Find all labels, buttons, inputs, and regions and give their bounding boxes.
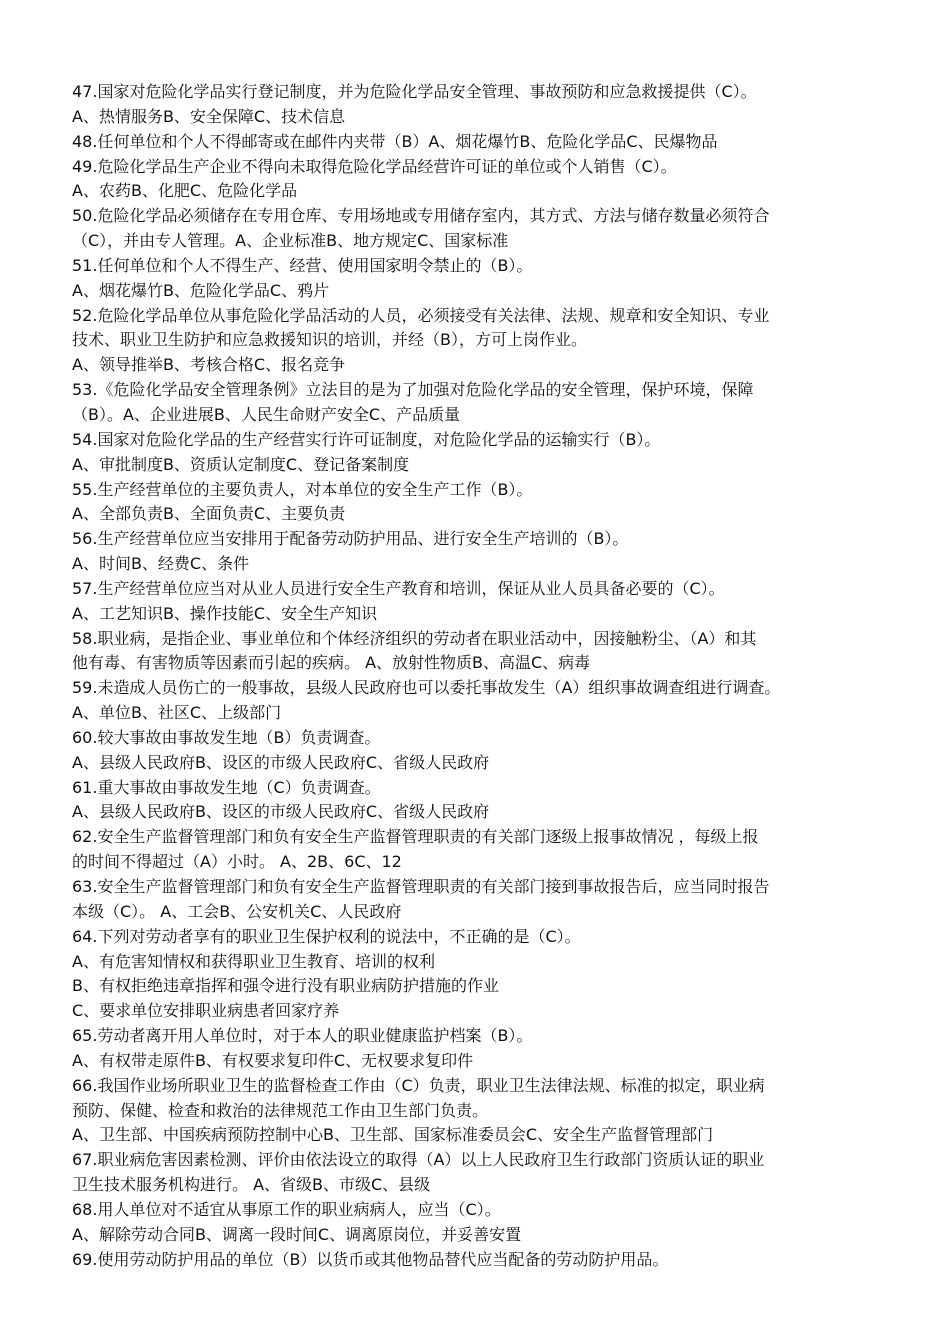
text-line: A、单位B、社区C、上级部门 <box>72 703 282 723</box>
text-line: 62.安全生产监督管理部门和负有安全生产监督管理职责的有关部门逐级上报事故情况 ，每级上报 <box>72 827 759 847</box>
document-body <box>72 80 912 1273</box>
text-line: 63.安全生产监督管理部门和负有安全生产监督管理职责的有关部门接到事故报告后，应当同时报告 <box>72 877 770 896</box>
text-line: A、时间B、经费C、条件 <box>72 554 250 574</box>
text-line: B、有权拒绝违章指挥和强令进行没有职业病防护措施的作业 <box>72 976 499 996</box>
text-line: A、领导推举B、考核合格C、报名竞争 <box>72 355 346 375</box>
text-line: 54.国家对危险化学品的生产经营实行许可证制度，对危险化学品的运输实行（B）。 <box>72 429 661 449</box>
text-line: A、有权带走原件B、有权要求复印件C、无权要求复印件 <box>72 1050 474 1070</box>
text-line: 技术、职业卫生防护和应急救援知识的培训，并经（B），方可上岗作业。 <box>72 330 587 350</box>
text-line: 他有毒、有害物质等因素而引起的疾病。 A、放射性物质B、高温C、病毒 <box>72 653 591 673</box>
text-line: 59.未造成人员伤亡的一般事故，县级人民政府也可以委托事故发生（A）组织事故调查组进行调查。 <box>72 678 781 698</box>
text-line: 60.较大事故由事故发生地（B）负责调查。 <box>72 727 381 747</box>
text-line: （B）。A、企业进展B、人民生命财产安全C、产品质量 <box>72 404 461 424</box>
text-line: 52.危险化学品单位从事危险化学品活动的人员，必须接受有关法律、法规、规章和安全知识、专业 <box>72 305 770 325</box>
text-line: 48.任何单位和个人不得邮寄或在邮件内夹带（B）A、烟花爆竹B、危险化学品C、民爆物品 <box>72 131 718 151</box>
text-line: 55.生产经营单位的主要负责人，对本单位的安全生产工作（B）。 <box>72 479 533 499</box>
text-line: 的时间不得超过（A）小时。 A、2B、6C、12 <box>72 852 402 872</box>
text-line: A、审批制度B、资质认定制度C、登记备案制度 <box>72 454 410 474</box>
text-line: 64.下列对劳动者享有的职业卫生保护权利的说法中，不正确的是（C）。 <box>72 926 581 946</box>
text-line: A、热情服务B、安全保障C、技术信息 <box>72 106 346 126</box>
text-line: A、工艺知识B、操作技能C、安全生产知识 <box>72 603 378 623</box>
text-line: （C），并由专人管理。A、企业标准B、地方规定C、国家标准 <box>72 231 509 251</box>
text-line: A、全部负责B、全面负责C、主要负责 <box>72 504 346 524</box>
text-line: 50.危险化学品必须储存在专用仓库、专用场地或专用储存室内，其方式、方法与储存数量必须符合 <box>72 206 770 226</box>
text-line: 69.使用劳动防护用品的单位（B）以货币或其他物品替代应当配备的劳动防护用品。 <box>72 1249 669 1269</box>
text-line: 本级（C）。 A、工会B、公安机关C、人民政府 <box>72 901 402 921</box>
text-line: 65.劳动者离开用人单位时，对于本人的职业健康监护档案（B）。 <box>72 1026 533 1046</box>
text-line: 47.国家对危险化学品实行登记制度，并为危险化学品安全管理、事故预防和应急救援提供（C）。 <box>72 82 757 101</box>
text-line: 68.用人单位对不适宜从事原工作的职业病病人，应当（C）。 <box>72 1199 501 1219</box>
text-line: 预防、保健、检查和救治的法律规范工作由卫生部门负责。 <box>72 1100 489 1120</box>
text-line: 58.职业病，是指企业、事业单位和个体经济组织的劳动者在职业活动中，因接触粉尘、（A）和其 <box>72 628 757 648</box>
text-line: A、烟花爆竹B、危险化学品C、鸦片 <box>72 280 330 300</box>
text-line: 57.生产经营单位应当对从业人员进行安全生产教育和培训，保证从业人员具备必要的（C）。 <box>72 578 725 598</box>
text-line: A、解除劳动合同B、调离一段时间C、调离原岗位，并妥善安置 <box>72 1224 522 1244</box>
text-line: A、有危害知情权和获得职业卫生教育、培训的权利 <box>72 951 435 971</box>
text-line: 卫生技术服务机构进行。 A、省级B、市级C、县级 <box>72 1175 431 1195</box>
text-line: A、县级人民政府B、设区的市级人民政府C、省级人民政府 <box>72 752 490 772</box>
text-line: A、县级人民政府B、设区的市级人民政府C、省级人民政府 <box>72 802 490 822</box>
text-line: 51.任何单位和个人不得生产、经营、使用国家明令禁止的（B）。 <box>72 255 533 275</box>
text-line: A、卫生部、中国疾病预防控制中心B、卫生部、国家标准委员会C、安全生产监督管理部门 <box>72 1125 714 1145</box>
text-line: 66.我国作业场所职业卫生的监督检查工作由（C）负责，职业卫生法律法规、标准的拟定，职业病 <box>72 1075 765 1095</box>
text-line: 53.《危险化学品安全管理条例》立法目的是为了加强对危险化学品的安全管理，保护环境，保障 <box>72 380 754 400</box>
text-line: A、农药B、化肥C、危险化学品 <box>72 181 298 201</box>
text-line: 61.重大事故由事故发生地（C）负责调查。 <box>72 777 381 797</box>
text-line: 49.危险化学品生产企业不得向未取得危险化学品经营许可证的单位或个人销售（C）。 <box>72 156 677 176</box>
text-line: 56.生产经营单位应当安排用于配备劳动防护用品、进行安全生产培训的（B）。 <box>72 529 629 549</box>
text-line: 67.职业病危害因素检测、评价由依法设立的取得（A）以上人民政府卫生行政部门资质认证的职业 <box>72 1150 765 1170</box>
text-line: C、要求单位安排职业病患者回家疗养 <box>72 1001 340 1021</box>
